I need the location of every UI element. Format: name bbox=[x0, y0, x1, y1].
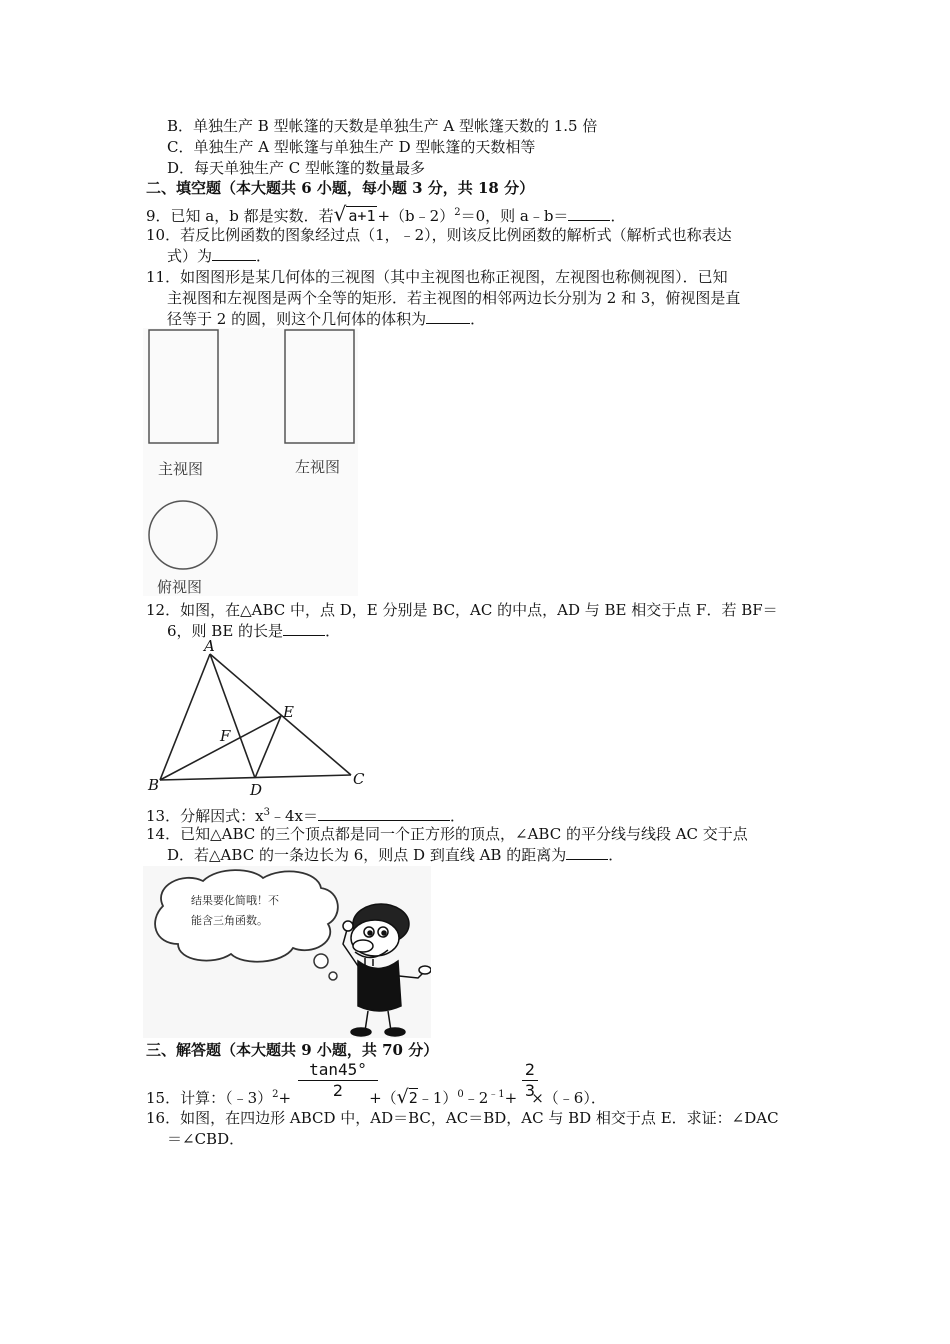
answer-blank bbox=[283, 621, 325, 636]
bubble-text: 结果要化简哦！不 能含三角函数。 bbox=[191, 894, 279, 927]
triangle-figure bbox=[143, 637, 373, 800]
answer-blank bbox=[318, 806, 450, 821]
label-b: B bbox=[148, 776, 160, 794]
question-10-line-2: 式）为 ． bbox=[167, 247, 272, 265]
fraction-2-over-3: $\frac{2}{3}$ bbox=[522, 1060, 538, 1101]
answer-blank bbox=[426, 309, 470, 324]
cartoon-figure bbox=[143, 866, 431, 1038]
section-2-heading: 二、填空题（本大题共 6 小题，每小题 3 分，共 18 分） bbox=[146, 179, 535, 197]
top-view-caption: 俯视图 bbox=[157, 578, 203, 596]
question-12-line-2: 6，则 BE 的长是 ． bbox=[167, 622, 341, 640]
question-15: 15．计算：（﹣3）$^2$+ $+(√2﹣1)^0﹣2^{﹣1}+$ ×（﹣6）． bbox=[146, 1086, 606, 1108]
option-b: B．单独生产 B 型帐篷的天数是单独生产 A 型帐篷天数的 1.5 倍 bbox=[167, 117, 598, 135]
answer-blank bbox=[212, 246, 256, 261]
question-16-line-2: ＝∠CBD． bbox=[167, 1130, 245, 1148]
question-14-line-2: D．若△ABC 的一条边长为 6，则点 D 到直线 AB 的距离为 ． bbox=[167, 846, 624, 864]
label-a: A bbox=[204, 637, 215, 655]
three-views-figure bbox=[143, 328, 358, 596]
question-9: 9．已知 a，b 都是实数．若√ a+1 +（b﹣2）$^2$＝0，则 a﹣b＝ ． bbox=[146, 202, 626, 226]
question-10-line-1: 10．若反比例函数的图象经过点（1，﹣2），则该反比例函数的解析式（解析式也称表达 bbox=[146, 226, 732, 244]
question-11-line-1: 11．如图图形是某几何体的三视图（其中主视图也称正视图，左视图也称侧视图）．已知 bbox=[146, 268, 728, 286]
answer-blank bbox=[566, 845, 608, 860]
question-14-line-1: 14．已知△ABC 的三个顶点都是同一个正方形的顶点，∠ABC 的平分线与线段 AC 交于点 bbox=[146, 825, 748, 843]
left-view-rect bbox=[285, 330, 354, 443]
bubble-dot-1 bbox=[314, 954, 328, 968]
left-view-caption: 左视图 bbox=[295, 458, 341, 476]
segment-de bbox=[255, 716, 281, 778]
fraction-tan45-over-2: $\frac{\tan 45^\circ}{2}$ bbox=[298, 1060, 378, 1101]
cartoon-character bbox=[343, 904, 431, 1036]
label-c: C bbox=[353, 770, 365, 788]
median-be bbox=[160, 716, 281, 780]
option-d: D．每天单独生产 C 型帐篷的数量最多 bbox=[167, 159, 426, 177]
question-11-line-3: 径等于 2 的圆，则这个几何体的体积为 ． bbox=[167, 310, 486, 328]
bubble-dot-2 bbox=[329, 972, 337, 980]
label-f: F bbox=[220, 727, 231, 745]
label-e: E bbox=[283, 703, 294, 721]
front-view-rect bbox=[149, 330, 218, 443]
question-12-line-1: 12．如图，在△ABC 中，点 D，E 分别是 BC，AC 的中点，AD 与 BE 相交于点 F．若 BF＝ bbox=[146, 601, 778, 619]
question-16-line-1: 16．如图，在四边形 ABCD 中，AD＝BC，AC＝BD，AC 与 BD 相交于点 E．求证：∠DAC bbox=[146, 1109, 779, 1127]
section-3-heading: 三、解答题（本大题共 9 小题，共 70 分） bbox=[146, 1041, 439, 1059]
top-view-circle bbox=[149, 501, 217, 569]
front-view-caption: 主视图 bbox=[158, 460, 204, 478]
question-11-line-2: 主视图和左视图是两个全等的矩形．若主视图的相邻两边长分别为 2 和 3，俯视图是直 bbox=[167, 289, 741, 307]
question-13: 13．分解因式：$x^3﹣4x=$ ． bbox=[146, 807, 465, 825]
label-d: D bbox=[250, 781, 263, 799]
option-c: C．单独生产 A 型帐篷与单独生产 D 型帐篷的天数相等 bbox=[167, 138, 536, 156]
side-ab bbox=[160, 654, 210, 780]
answer-blank bbox=[568, 206, 610, 221]
